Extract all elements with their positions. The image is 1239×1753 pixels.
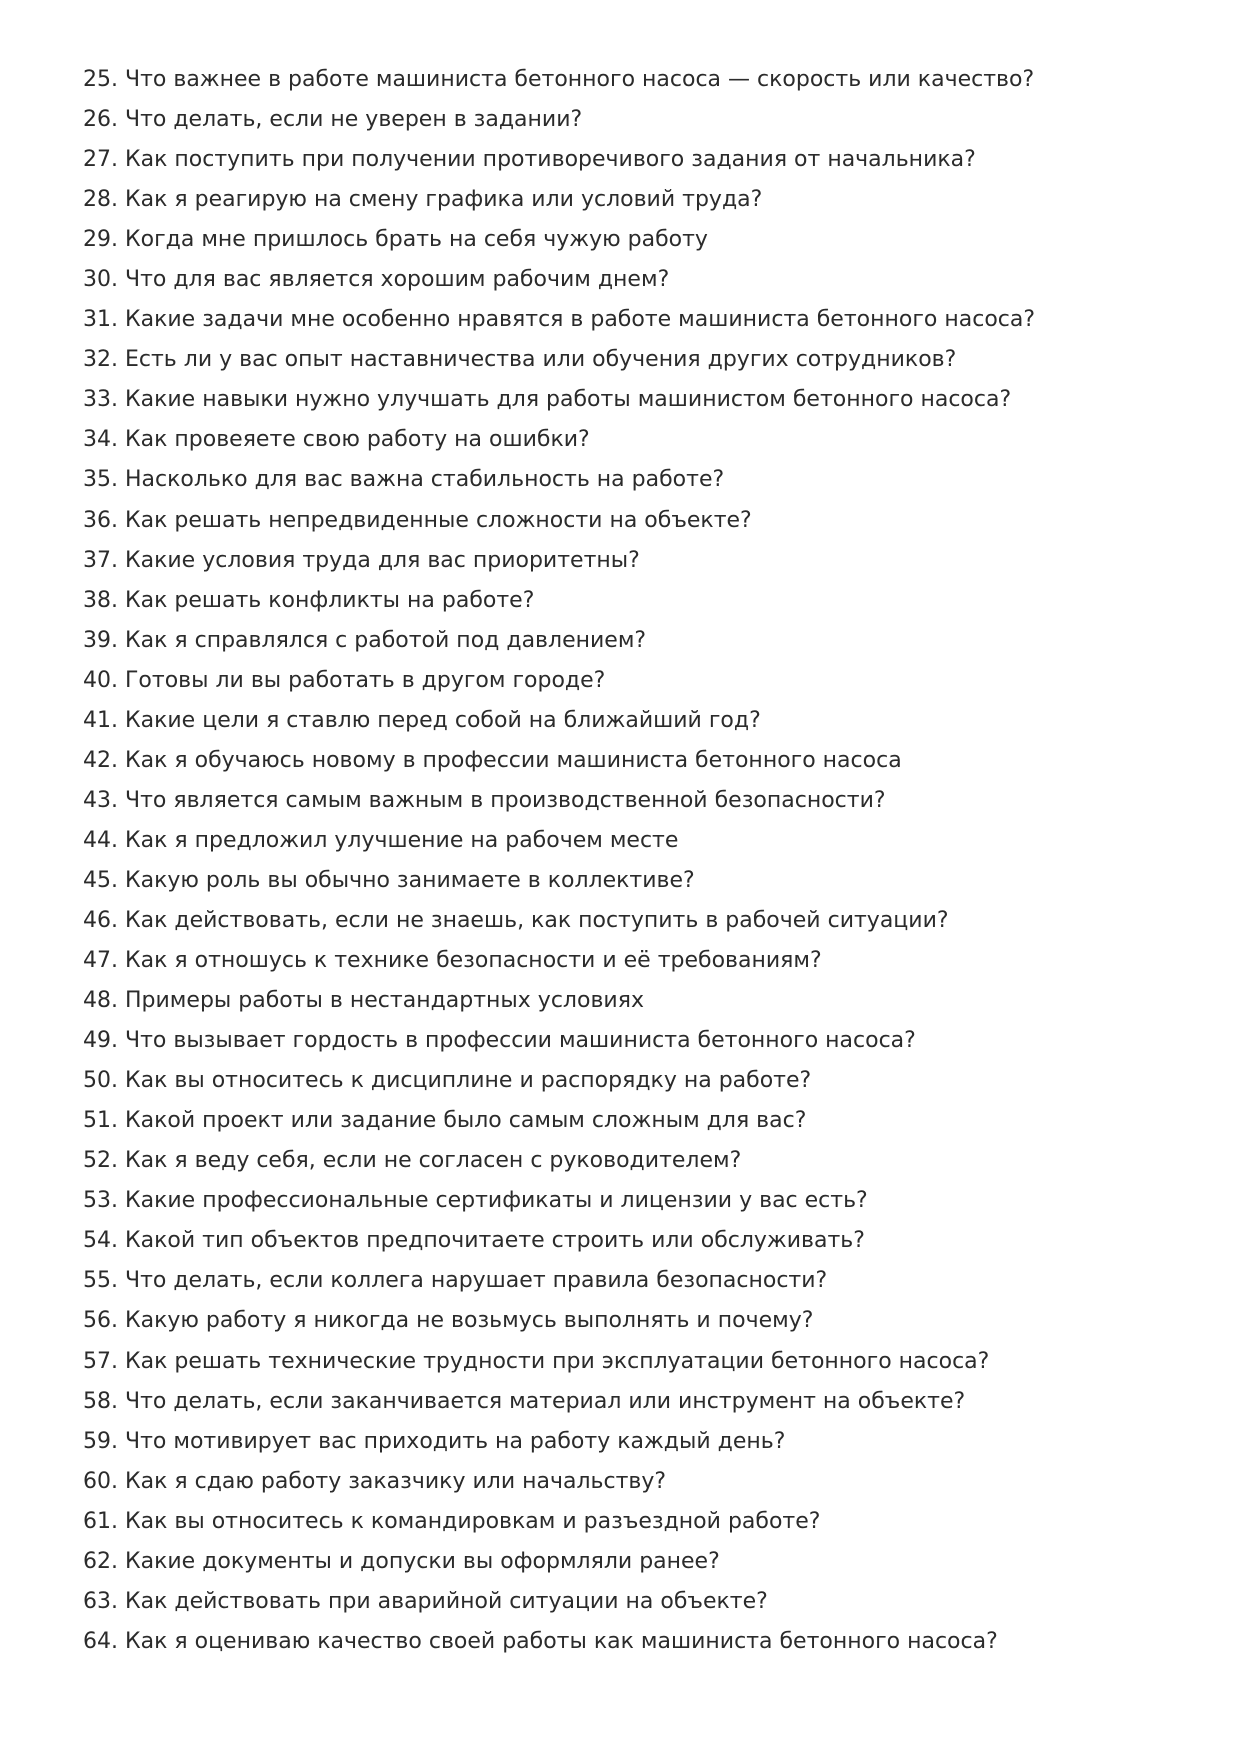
list-item (83, 621, 1183, 661)
list-item (83, 1342, 1183, 1382)
list-item (83, 1061, 1183, 1101)
question-number: 54. (83, 1228, 118, 1254)
question-number: 61. (83, 1508, 118, 1534)
list-item (83, 260, 1183, 300)
list-item (83, 981, 1183, 1021)
list-item (83, 581, 1183, 621)
question-text: Как я веду себя, если не согласен с руководителем? (125, 1148, 742, 1174)
question-text: Какие документы и допуски вы оформляли ранее? (125, 1548, 720, 1574)
question-text: Как я обучаюсь новому в профессии машиниста бетонного насоса (125, 747, 902, 773)
question-text: Что делать, если коллега нарушает правила безопасности? (125, 1268, 828, 1294)
question-text: Как я оцениваю качество своей работы как машиниста бетонного насоса? (125, 1628, 998, 1654)
question-text: Какие навыки нужно улучшать для работы машинистом бетонного насоса? (125, 387, 1012, 413)
list-item (83, 420, 1183, 460)
question-text: Как поступить при получении противоречивого задания от начальника? (125, 147, 976, 173)
question-text: Какие профессиональные сертификаты и лицензии у вас есть? (125, 1188, 868, 1214)
list-item (83, 1181, 1183, 1221)
question-number: 52. (83, 1148, 118, 1174)
question-number: 27. (83, 147, 118, 173)
list-item (83, 1462, 1183, 1502)
question-number: 42. (83, 747, 118, 773)
question-text: Готовы ли вы работать в другом городе? (125, 667, 606, 693)
question-number: 36. (83, 507, 118, 533)
list-item (83, 300, 1183, 340)
question-text: Какую роль вы обычно занимаете в коллективе? (125, 867, 695, 893)
question-text: Какие задачи мне особенно нравятся в работе машиниста бетонного насоса? (125, 307, 1036, 333)
list-item (83, 140, 1183, 180)
list-item (83, 1301, 1183, 1341)
list-item (83, 861, 1183, 901)
list-item (83, 60, 1183, 100)
list-item (83, 340, 1183, 380)
question-number: 58. (83, 1388, 118, 1414)
question-number: 44. (83, 827, 118, 853)
list-item (83, 460, 1183, 500)
question-text: Как провеяете свою работу на ошибки? (125, 427, 590, 453)
list-item (83, 380, 1183, 420)
question-text: Что мотивирует вас приходить на работу каждый день? (125, 1428, 786, 1454)
question-number: 39. (83, 627, 118, 653)
list-item (83, 1221, 1183, 1261)
list-item (83, 781, 1183, 821)
question-number: 30. (83, 267, 118, 293)
list-item (83, 220, 1183, 260)
question-number: 57. (83, 1348, 118, 1374)
list-item (83, 1542, 1183, 1582)
question-number: 26. (83, 107, 118, 133)
list-item (83, 1502, 1183, 1542)
question-number: 51. (83, 1108, 118, 1134)
question-text: Насколько для вас важна стабильность на работе? (125, 467, 725, 493)
list-item (83, 821, 1183, 861)
question-text: Что делать, если заканчивается материал или инструмент на объекте? (125, 1388, 966, 1414)
question-number: 28. (83, 187, 118, 213)
question-text: Как я предложил улучшение на рабочем месте (125, 827, 679, 853)
question-number: 64. (83, 1628, 118, 1654)
list-item (83, 1622, 1183, 1662)
list-item (83, 661, 1183, 701)
list-item (83, 501, 1183, 541)
question-number: 29. (83, 227, 118, 253)
question-text: Как вы относитесь к дисциплине и распорядку на работе? (125, 1068, 812, 1094)
list-item (83, 1582, 1183, 1622)
question-number: 33. (83, 387, 118, 413)
question-text: Как я справлялся с работой под давлением? (125, 627, 647, 653)
question-text: Как действовать, если не знаешь, как поступить в рабочей ситуации? (125, 907, 949, 933)
question-number: 35. (83, 467, 118, 493)
question-number: 37. (83, 547, 118, 573)
question-text: Какой тип объектов предпочитаете строить или обслуживать? (125, 1228, 865, 1254)
question-number: 32. (83, 347, 118, 373)
question-number: 25. (83, 67, 118, 92)
list-item (83, 1141, 1183, 1181)
question-text: Какие цели я ставлю перед собой на ближайший год? (125, 707, 761, 733)
question-text: Какой проект или задание было самым сложным для вас? (125, 1108, 807, 1134)
question-number: 34. (83, 427, 118, 453)
list-item (83, 1101, 1183, 1141)
list-item (83, 100, 1183, 140)
list-item (83, 1021, 1183, 1061)
list-item (83, 741, 1183, 781)
question-text: Что является самым важным в производственной безопасности? (125, 787, 886, 813)
question-number: 31. (83, 307, 118, 333)
question-number: 55. (83, 1268, 118, 1294)
question-number: 59. (83, 1428, 118, 1454)
question-number: 48. (83, 988, 118, 1014)
question-number: 45. (83, 867, 118, 893)
question-number: 53. (83, 1188, 118, 1214)
question-number: 46. (83, 907, 118, 933)
question-number: 62. (83, 1548, 118, 1574)
question-text: Как я реагирую на смену графика или условий труда? (125, 187, 763, 213)
question-number: 38. (83, 587, 118, 613)
question-number: 47. (83, 948, 118, 974)
question-number: 63. (83, 1588, 118, 1614)
list-item (83, 941, 1183, 981)
list-item (83, 1261, 1183, 1301)
question-text: Примеры работы в нестандартных условиях (125, 988, 644, 1014)
question-text: Что для вас является хорошим рабочим днем? (125, 267, 670, 293)
question-text: Как вы относитесь к командировкам и разъездной работе? (125, 1508, 821, 1534)
question-text: Как решать непредвиденные сложности на объекте? (125, 507, 752, 533)
question-number: 60. (83, 1468, 118, 1494)
question-text: Когда мне пришлось брать на себя чужую работу (125, 227, 708, 253)
list-item (83, 901, 1183, 941)
question-number: 50. (83, 1068, 118, 1094)
list-item (83, 541, 1183, 581)
question-text: Как действовать при аварийной ситуации на объекте? (125, 1588, 768, 1614)
question-text: Какие условия труда для вас приоритетны? (125, 547, 640, 573)
list-item (83, 1382, 1183, 1422)
list-item (83, 1422, 1183, 1462)
question-text: Как решать конфликты на работе? (125, 587, 535, 613)
question-list (83, 60, 1183, 1662)
question-number: 41. (83, 707, 118, 733)
question-text: Что вызывает гордость в профессии машиниста бетонного насоса? (125, 1028, 916, 1054)
question-number: 40. (83, 667, 118, 693)
question-text: Что важнее в работе машиниста бетонного насоса — скорость или качество? (125, 67, 1035, 92)
question-number: 43. (83, 787, 118, 813)
question-number: 56. (83, 1308, 118, 1334)
question-text: Есть ли у вас опыт наставничества или обучения других сотрудников? (125, 347, 957, 373)
question-text: Как я отношусь к технике безопасности и её требованиям? (125, 948, 822, 974)
question-number: 49. (83, 1028, 118, 1054)
question-text: Что делать, если не уверен в задании? (125, 107, 583, 133)
question-text: Как решать технические трудности при эксплуатации бетонного насоса? (125, 1348, 990, 1374)
question-text: Какую работу я никогда не возьмусь выполнять и почему? (125, 1308, 814, 1334)
list-item (83, 180, 1183, 220)
list-item (83, 701, 1183, 741)
question-text: Как я сдаю работу заказчику или начальству? (125, 1468, 667, 1494)
